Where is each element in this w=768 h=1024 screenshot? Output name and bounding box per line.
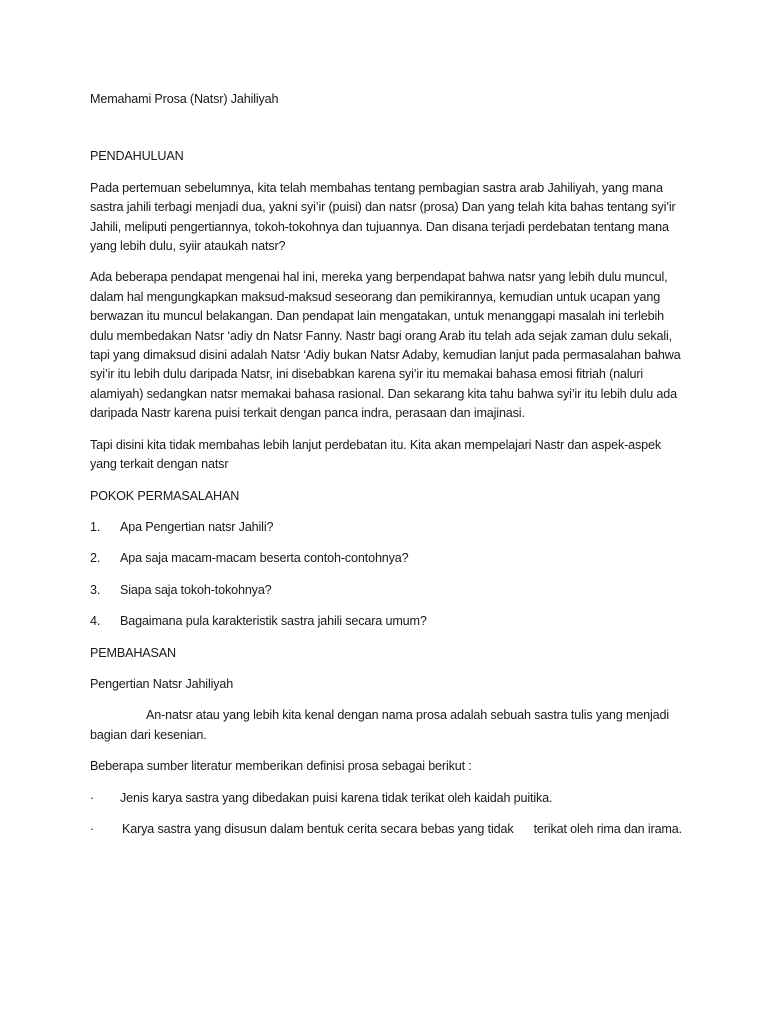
problem-text: Siapa saja tokoh-tokohnya? [120,582,272,597]
document-title: Memahami Prosa (Natsr) Jahiliyah [90,92,279,106]
paragraph-intro-3: Tapi disini kita tidak membahas lebih lanjut perdebatan itu. Kita akan mempelajari Nastr dan aspek-aspek yang terkait dengan natsr [90,437,662,472]
section-heading-problems: POKOK PERMASALAHAN [90,488,240,503]
problem-item-4 [90,612,690,631]
section-heading-discussion: PEMBAHASAN [90,645,176,660]
problem-text: Apa Pengertian natsr Jahili? [120,519,274,534]
bullet-item-2 [90,820,690,839]
problem-text: Bagaimana pula karakteristik sastra jahili secara umum? [120,614,427,629]
paragraph-intro-1: Pada pertemuan sebelumnya, kita telah membahas tentang pembagian sastra arab Jahiliyah, yang mana sastra jahili terbagi menjadi dua, yakni syi’ir (puisi) dan natsr (prosa) Dan yang telah kita bahas tentang syi’ir Jahili, meliputi pengertiannya, tokoh-tokohnya dan tujuannya. Dan disana terjadi perdebatan tentang mana yang lebih dulu, syiir ataukah natsr? [90,180,676,254]
problem-number: 4. [90,614,101,629]
paragraph-discussion-2: Beberapa sumber literatur memberikan definisi prosa sebagai berikut : [90,759,472,774]
paragraph-intro-2: Ada beberapa pendapat mengenai hal ini, mereka yang berpendapat bahwa natsr yang lebih dulu muncul, dalam hal mengungkapkan maksud-maksud seseorang dan pemikirannya, kemudian untuk ucapan yang berwazan itu muncul belakangan. Dan pendapat lain mengatakan, untuk menanggapi masalah ini terlebih dulu membedakan Natsr ‘adiy dn Natsr Fanny. Nastr bagi orang Arab itu telah ada sejak zaman dulu sekali, tapi yang dimaksud disini adalah Natsr ‘Adiy bukan Natsr Adaby, kemudian lanjut pada permasalahan bahwa syi’ir itu lebih dulu daripada Natsr, ini disebabkan karena syi’ir itu memakai bahasa emosi fitriah (naluri alamiyah) sedangkan natsr memakai bahasa rasional. Dan sekarang kita tahu bahwa syi’ir itu lebih dulu ada daripada Nastr karena puisi terkait dengan panca indra, perasaan dan imajinasi. [90,270,681,421]
bullet-dot: · [90,821,95,836]
section-heading-intro: PENDAHULUAN [90,149,184,164]
problem-item-3 [90,581,690,600]
bullet-dot: · [90,790,95,805]
bullet-item-1 [90,789,690,808]
problem-number: 3. [90,582,101,597]
bullet-text: Karya sastra yang disusun dalam bentuk cerita secara bebas yang tidak terikat oleh rima dan irama. [122,821,682,836]
document-body [90,90,690,851]
problem-text: Apa saja macam-macam beserta contoh-contohnya? [120,551,409,566]
problem-number: 1. [90,519,101,534]
problem-number: 2. [90,551,101,566]
problem-item-2 [90,549,690,568]
problem-item-1 [90,518,690,537]
bullet-text: Jenis karya sastra yang dibedakan puisi karena tidak terikat oleh kaidah puitika. [120,790,553,805]
paragraph-discussion-1: An-natsr atau yang lebih kita kenal dengan nama prosa adalah sebuah sastra tulis yang menjadi bagian dari kesenian. [90,708,670,742]
subsection-heading: Pengertian Natsr Jahiliyah [90,676,234,691]
